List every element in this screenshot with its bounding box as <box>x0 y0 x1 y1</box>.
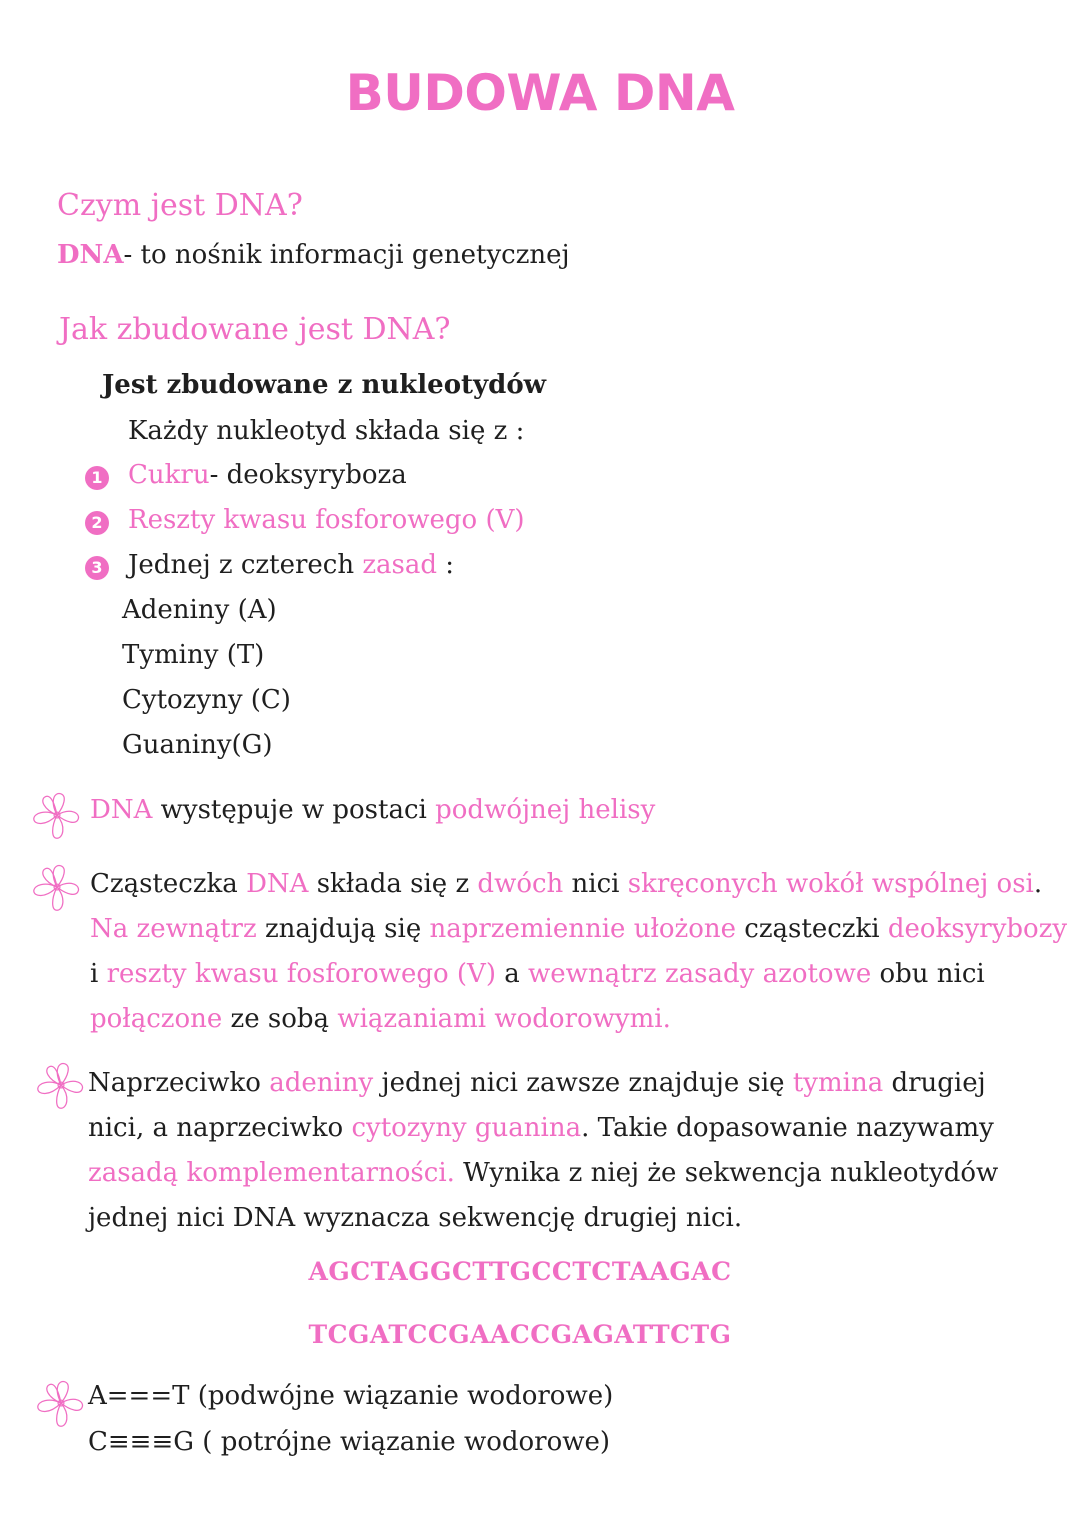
structure-line-2: Na zewnątrz znajdują się naprzemiennie ułożone cząsteczki deoksyrybozy <box>90 914 1068 944</box>
component-sugar <box>128 460 407 490</box>
component-bases-name: zasad <box>362 550 438 580</box>
number-3-icon: 3 <box>85 556 109 580</box>
question-what-is-dna: Czym jest DNA? <box>57 188 303 223</box>
component-phosphate <box>128 505 525 535</box>
complementarity-line-4: jednej nici DNA wyznacza sekwencję drugiej nici. <box>88 1203 743 1233</box>
base-thymine: Tyminy (T) <box>122 640 265 670</box>
structure-line-1: Cząsteczka DNA składa się z dwóch nici skręconych wokół wspólnej osi. <box>90 869 1043 899</box>
flower-icon <box>28 788 86 846</box>
component-bases <box>128 550 454 580</box>
flower-icon <box>32 1376 90 1434</box>
base-adenine: Adeniny (A) <box>122 595 277 625</box>
flower-icon <box>28 860 86 918</box>
component-phosphate-name: Reszty kwasu fosforowego (V) <box>128 505 525 535</box>
built-from-nucleotides: Jest zbudowane z nukleotydów <box>102 370 547 400</box>
page-title: BUDOWA DNA <box>345 64 735 122</box>
structure-paragraph <box>90 862 1067 1042</box>
bond-at: A===T (podwójne wiązanie wodorowe) <box>88 1381 614 1411</box>
complementarity-line-1: Naprzeciwko adeniny jednej nici zawsze znajduje się tymina drugiej <box>88 1068 986 1098</box>
sequence-strand-2: TCGATCCGAACCGAGATTCTG <box>308 1320 732 1349</box>
base-cytosine: Cytozyny (C) <box>122 685 291 715</box>
component-bases-colon: : <box>437 550 455 580</box>
structure-line-4: połączone ze sobą wiązaniami wodorowymi. <box>90 1004 671 1034</box>
complementarity-line-2: nici, a naprzeciwko cytozyny guanina. Takie dopasowanie nazywamy <box>88 1113 994 1143</box>
component-bases-pre: Jednej z czterech <box>128 550 363 580</box>
helix-dna: DNA <box>90 795 153 825</box>
component-sugar-desc: - deoksyryboza <box>209 460 407 490</box>
component-sugar-name: Cukru <box>128 460 210 490</box>
flower-icon <box>32 1058 90 1116</box>
number-1-icon: 1 <box>85 466 109 490</box>
helix-term: podwójnej helisy <box>435 795 656 825</box>
question-how-built: Jak zbudowane jest DNA? <box>59 312 451 347</box>
complementarity-paragraph <box>88 1061 998 1241</box>
definition-text: - to nośnik informacji genetycznej <box>123 240 570 270</box>
base-guanine: Guaniny(G) <box>122 730 273 760</box>
bond-cg: C≡≡≡G ( potrójne wiązanie wodorowe) <box>88 1427 611 1457</box>
sequence-strand-1: AGCTAGGCTTGCCTCTAAGAC <box>308 1257 732 1286</box>
helix-mid: występuje w postaci <box>152 795 436 825</box>
definition-term: DNA <box>57 240 124 270</box>
structure-line-3: i reszty kwasu fosforowego (V) a wewnątrz zasady azotowe obu nici <box>90 959 985 989</box>
helix-statement <box>90 795 655 825</box>
dna-definition <box>57 240 570 270</box>
complementarity-line-3: zasadą komplementarności. Wynika z niej że sekwencja nukleotydów <box>88 1158 999 1188</box>
nucleotide-intro: Każdy nukleotyd składa się z : <box>128 416 525 446</box>
number-2-icon: 2 <box>85 511 109 535</box>
